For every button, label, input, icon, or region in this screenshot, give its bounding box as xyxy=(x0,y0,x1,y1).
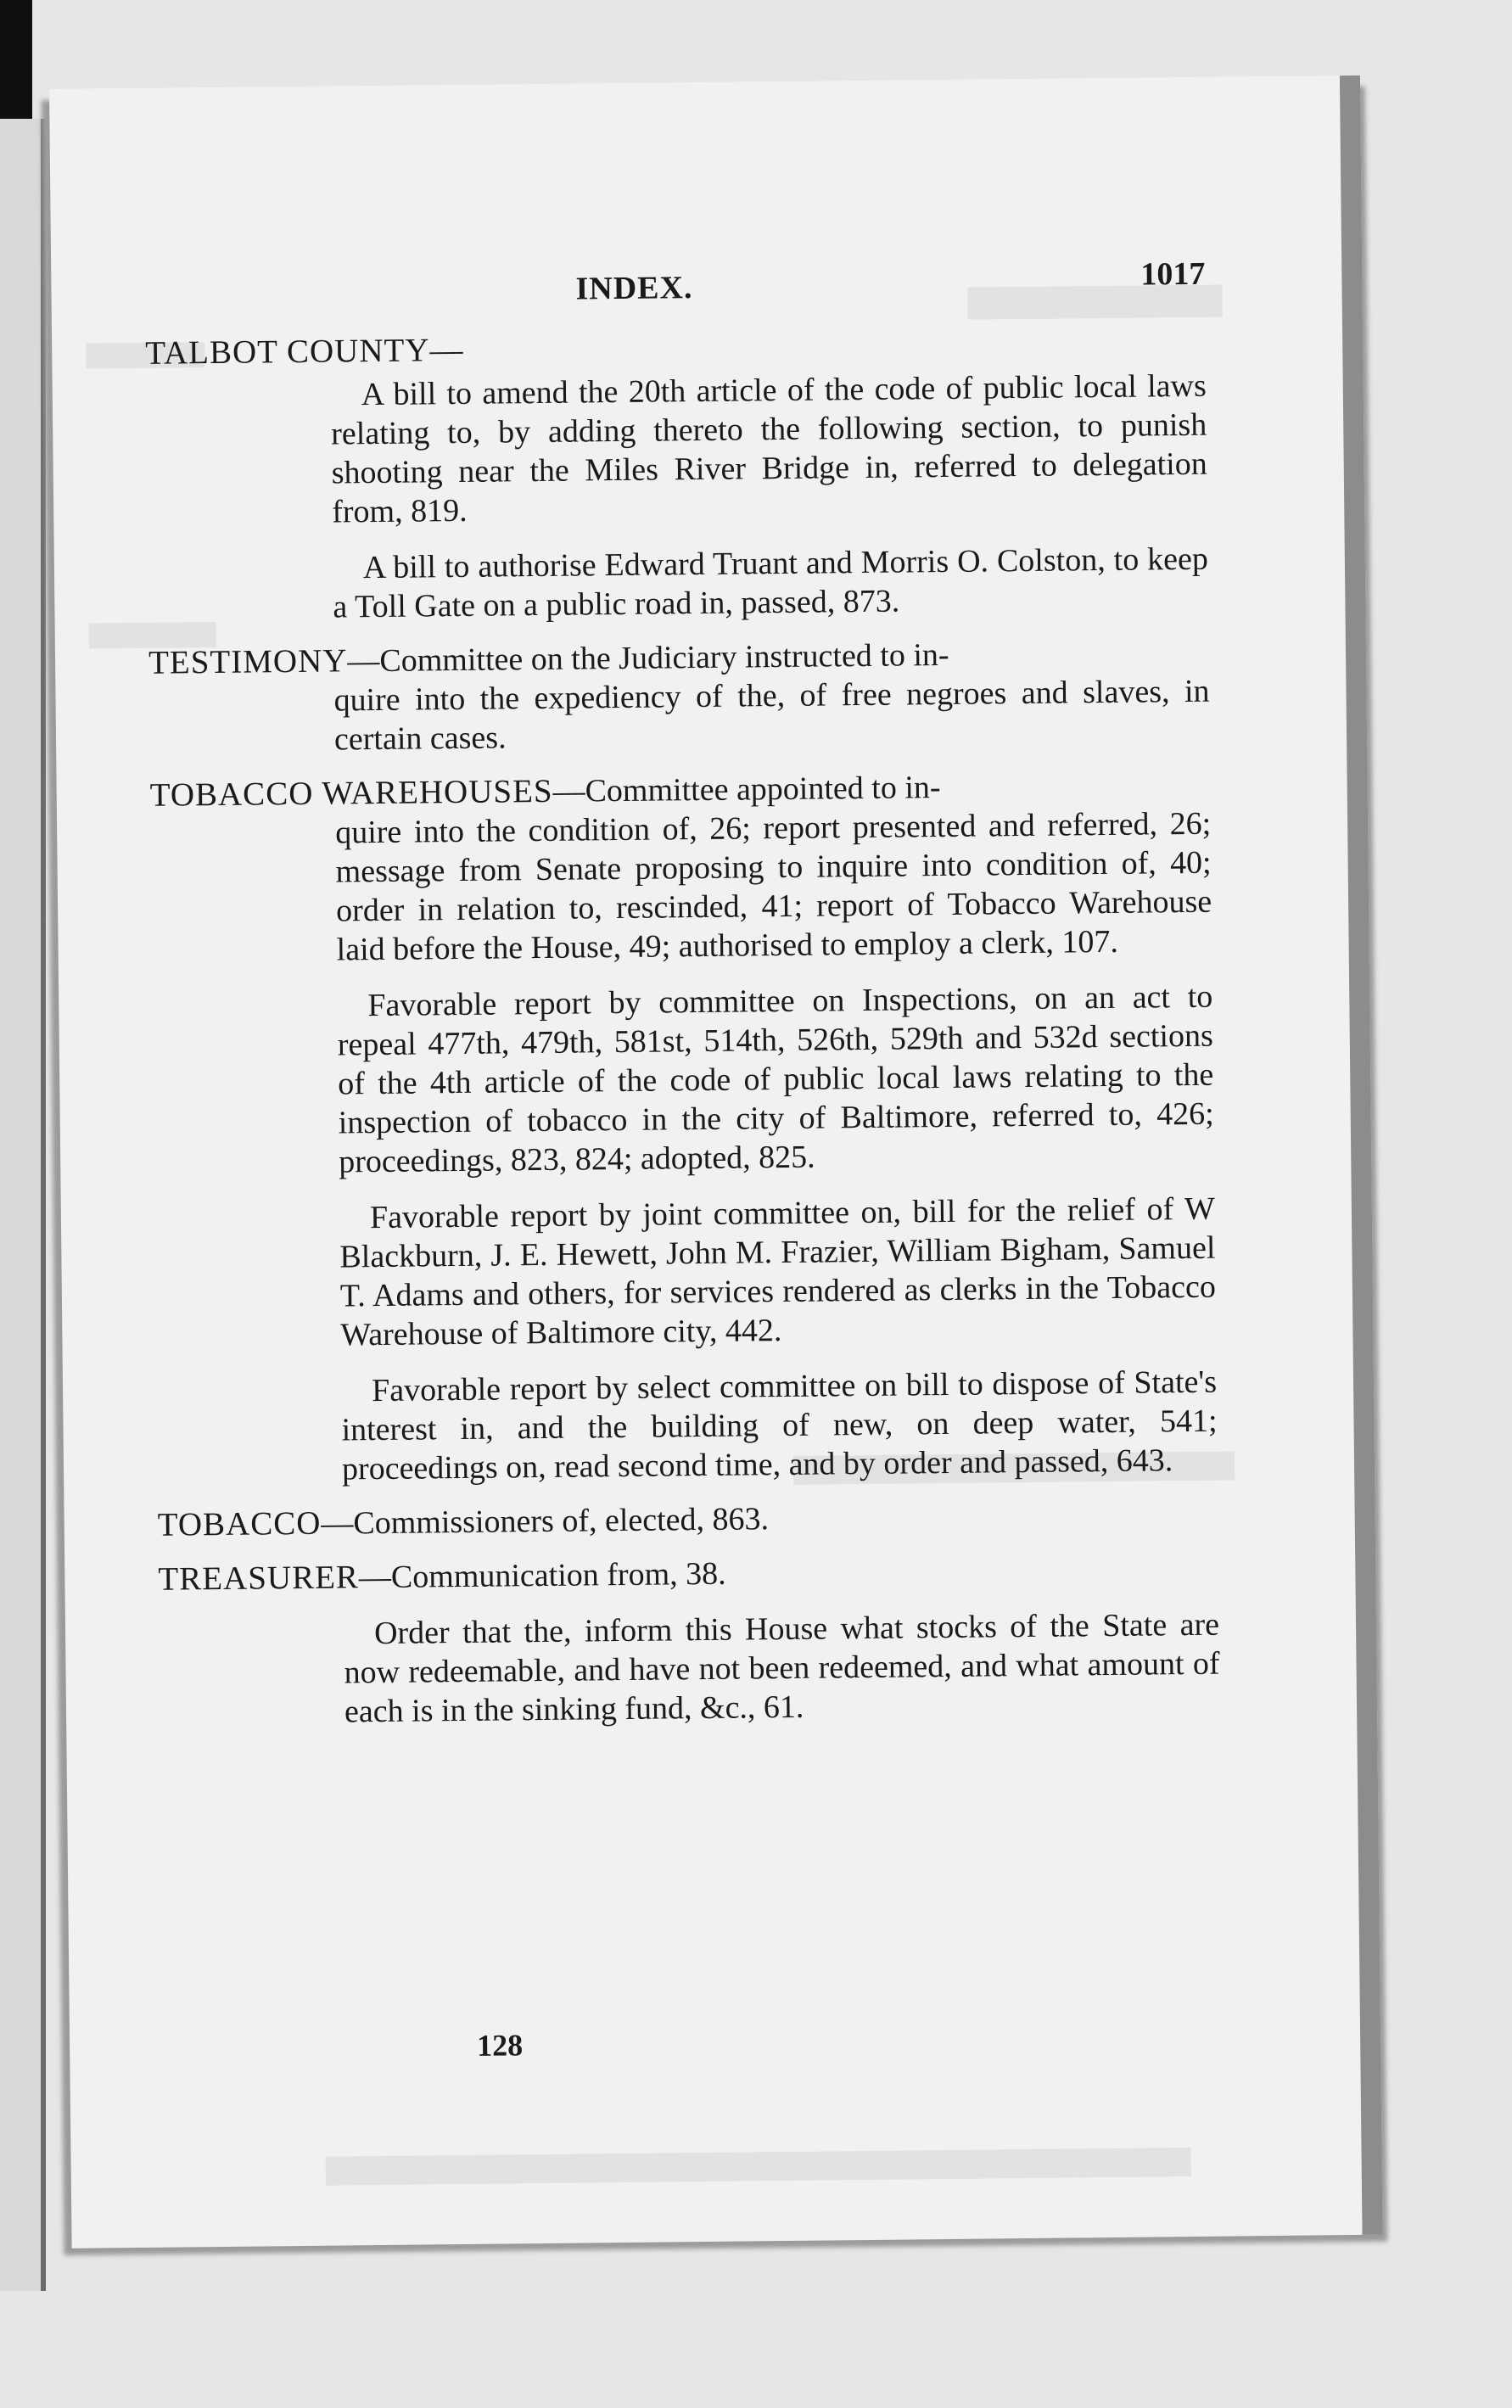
entry-paragraph: Favorable report by select committee on bill to dispose of State's interest in, and the building of new, on deep water, 541; proceedings on, read second time, and by order and passed, 643. xyxy=(341,1364,1218,1487)
entry-paragraph: A bill to authorise Edward Truant and Morris O. Colston, to keep a Toll Gate on a public road in, passed, 873. xyxy=(333,540,1209,625)
scanner-edge xyxy=(0,0,32,119)
entry-heading: TESTIMONY xyxy=(148,642,348,681)
show-through-mark xyxy=(326,2148,1191,2186)
entry-paragraph: Favorable report by joint committee on, bill for the relief of W Blackburn, J. E. Hewett, John M. Frazier, William Bigham, Samuel T. Adams and others, for services rendered as clerks in the Tobacco Warehouse of Baltimore city, 442. xyxy=(339,1190,1217,1353)
index-entry xyxy=(149,765,1218,1491)
entry-heading: TOBACCO xyxy=(157,1504,322,1543)
entry-continuation: quire into the expediency of the, of free negroes and slaves, in certain cases. xyxy=(333,673,1210,758)
entry-continuation: quire into the condition of, 26; report presented and referred, 26; message from Senate proposing to inquire into condition of, 40; order in relation to, rescinded, 41; report of Tobacco Warehouse laid before the House, 49; authorised to employ a clerk, 107. xyxy=(334,805,1212,968)
entry-heading: TALBOT COUNTY— xyxy=(145,331,464,372)
entry-paragraph: Order that the, inform this House what stocks of the State are now redeemable, and have not been redeemed, and what amount of each is in the sinking fund, &c., 61. xyxy=(344,1606,1220,1730)
entry-paragraph: A bill to amend the 20th article of the code of public local laws relating to, by adding thereto the following section, to punish shooting near the Miles River Bridge in, referred to delegation from, 819. xyxy=(331,367,1207,530)
index-entry xyxy=(145,323,1209,629)
index-entry xyxy=(158,1549,1220,1733)
index-entry xyxy=(148,633,1210,761)
entry-lead: —Commissioners of, elected, 863. xyxy=(321,1501,770,1542)
index-entry xyxy=(157,1495,1218,1545)
book-page xyxy=(49,76,1383,2248)
entry-lead: —Committee on the Judiciary instructed to in- xyxy=(347,636,949,680)
index-content xyxy=(144,255,1220,1749)
entry-paragraph: Favorable report by committee on Inspections, on an act to repeal 477th, 479th, 581st, 514th, 526th, 529th and 532d sections of the 4th article of the code of public local laws relating to the inspection of tobacco in the city of Baltimore, referred to, 426; proceedings, 823, 824; adopted, 825. xyxy=(337,978,1214,1180)
entry-heading: TOBACCO WAREHOUSES xyxy=(149,772,553,814)
page-header xyxy=(144,255,1206,334)
page-title: INDEX. xyxy=(575,270,693,307)
signature-mark: 128 xyxy=(476,2028,524,2063)
entry-heading: TREASURER xyxy=(158,1559,360,1598)
entry-lead: —Communication from, 38. xyxy=(358,1555,726,1596)
facing-page-edge xyxy=(0,119,46,2291)
page-number: 1017 xyxy=(1140,255,1206,293)
entry-lead: —Committee appointed to in- xyxy=(552,770,941,809)
